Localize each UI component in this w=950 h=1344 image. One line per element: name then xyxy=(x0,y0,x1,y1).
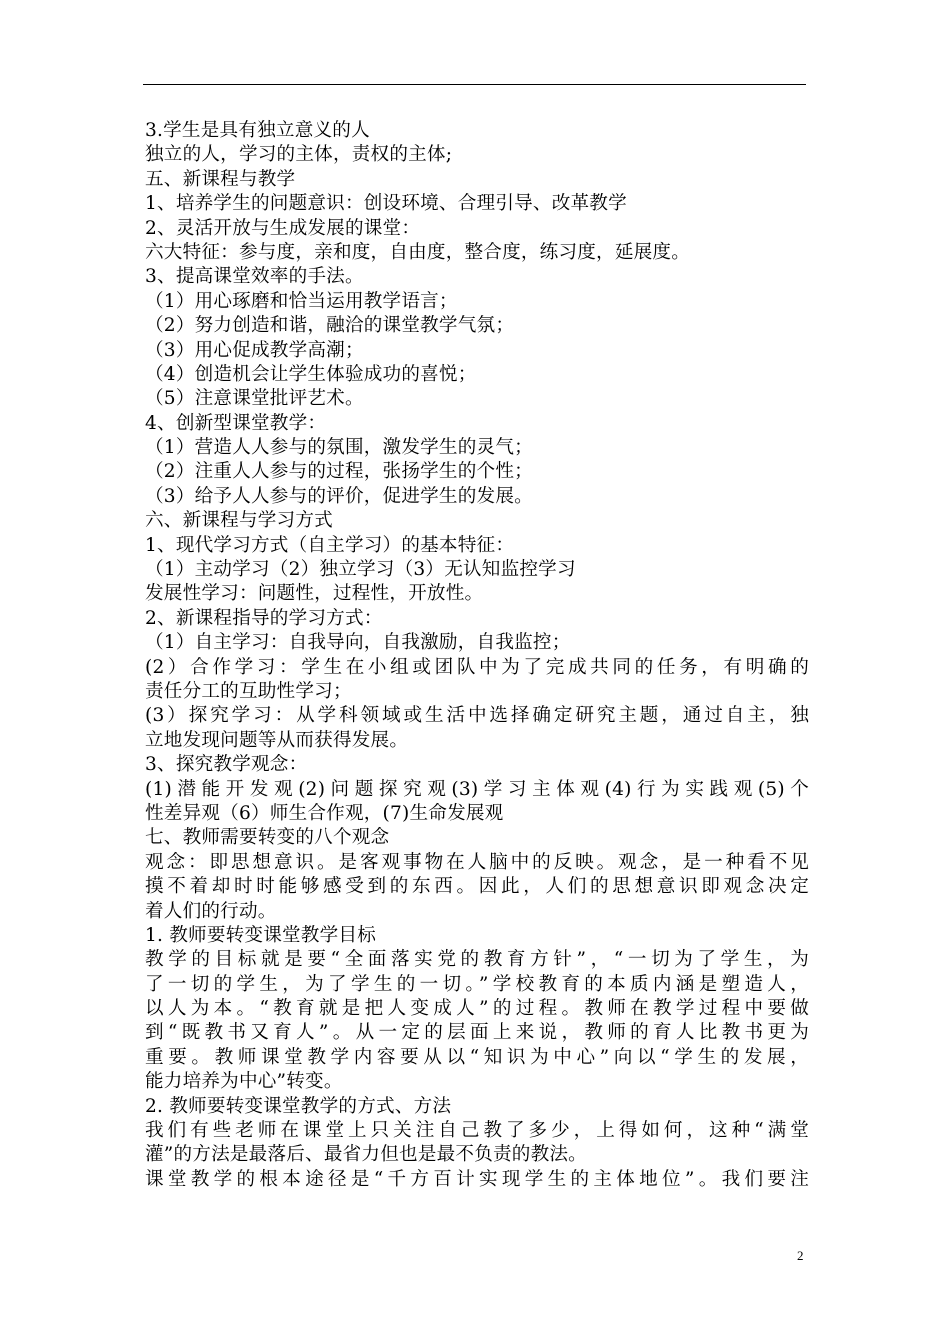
text-line: 3、提高课堂效率的手法。 xyxy=(145,266,364,288)
text-line: 观念：即思想意识。是客观事物在人脑中的反映。观念，是一种看不见 xyxy=(145,851,809,873)
text-line: 六、新课程与学习方式 xyxy=(145,510,333,532)
text-line: 六大特征：参与度，亲和度，自由度，整合度，练习度，延展度。 xyxy=(145,241,691,263)
text-line: (1)潜能开发观(2)问题探究观(3)学习主体观(4)行为实践观(5)个 xyxy=(145,778,809,800)
header-rule xyxy=(143,84,806,85)
text-line: (3）探究学习：从学科领域或生活中选择确定研究主题，通过自主，独 xyxy=(145,705,809,727)
text-line: 课堂教学的根本途径是“千方百计实现学生的主体地位”。我们要注 xyxy=(145,1168,809,1190)
text-line: 2、灵活开放与生成发展的课堂： xyxy=(145,217,421,239)
text-line: 我们有些老师在课堂上只关注自己教了多少，上得如何，这种“满堂 xyxy=(145,1120,809,1142)
text-line: （1）主动学习（2）独立学习（3）无认知监控学习 xyxy=(145,559,576,581)
text-line: 五、新课程与教学 xyxy=(145,168,296,190)
text-line: 教学的目标就是要“全面落实党的教育方针”，“一切为了学生，为 xyxy=(145,949,809,971)
text-line: 独立的人，学习的主体，责权的主体; xyxy=(145,144,453,166)
text-line: 4、创新型课堂教学： xyxy=(145,412,327,434)
text-line: 七、教师需要转变的八个观念 xyxy=(145,827,390,849)
text-line: （1）营造人人参与的氛围，激发学生的灵气； xyxy=(145,437,533,459)
text-line: 1、培养学生的问题意识：创设环境、合理引导、改革教学 xyxy=(145,193,627,215)
text-line: 2. 教师要转变课堂教学的方式、方法 xyxy=(145,1095,452,1117)
text-line: （1）用心琢磨和恰当运用教学语言； xyxy=(145,290,458,312)
text-line: 着人们的行动。 xyxy=(145,900,277,922)
text-line: 摸不着却时时能够感受到的东西。因此，人们的思想意识即观念决定 xyxy=(145,876,809,898)
text-line: 立地发现问题等从而获得发展。 xyxy=(145,729,409,751)
page-number: 2 xyxy=(797,1248,804,1263)
text-line: （2）努力创造和谐，融洽的课堂教学气氛； xyxy=(145,315,515,337)
text-line: 到“既教书又育人”。从一定的层面上来说，教师的育人比教书更为 xyxy=(145,1022,809,1044)
text-line: （4）创造机会让学生体验成功的喜悦； xyxy=(145,363,477,385)
text-line: 3.学生是具有独立意义的人 xyxy=(145,120,370,141)
text-line: 1. 教师要转变课堂教学目标 xyxy=(145,924,376,946)
text-line: （5）注意课堂批评艺术。 xyxy=(145,388,364,410)
text-line: 性差异观（6）师生合作观，(7)生命发展观 xyxy=(145,802,504,824)
text-line: 3、探究教学观念： xyxy=(145,754,308,776)
text-line: 了一切的学生，为了学生的一切。”学校教育的本质内涵是塑造人， xyxy=(145,973,809,995)
text-line: 重要。教师课堂教学内容要从以“知识为中心”向以“学生的发展， xyxy=(145,1046,809,1068)
text-line: 以人为本。“教育就是把人变成人”的过程。教师在教学过程中要做 xyxy=(145,998,809,1020)
document-body xyxy=(145,119,809,1192)
text-line: 灌”的方法是最落后、最省力但也是最不负责的教法。 xyxy=(145,1144,587,1166)
text-line: 发展性学习：问题性，过程性，开放性。 xyxy=(145,583,484,605)
text-line: （1）自主学习：自我导向，自我激励，自我监控； xyxy=(145,632,571,654)
text-line: 2、新课程指导的学习方式： xyxy=(145,607,383,629)
text-line: 1、现代学习方式（自主学习）的基本特征： xyxy=(145,534,515,556)
text-line: 责任分工的互助性学习； xyxy=(145,680,352,702)
text-line: 能力培养为中心”转变。 xyxy=(145,1071,343,1093)
text-line: (2）合作学习：学生在小组或团队中为了完成共同的任务，有明确的 xyxy=(145,656,809,678)
text-line: （3）用心促成教学高潮； xyxy=(145,339,364,361)
text-line: （2）注重人人参与的过程，张扬学生的个性； xyxy=(145,461,533,483)
text-line: （3）给予人人参与的评价，促进学生的发展。 xyxy=(145,485,533,507)
